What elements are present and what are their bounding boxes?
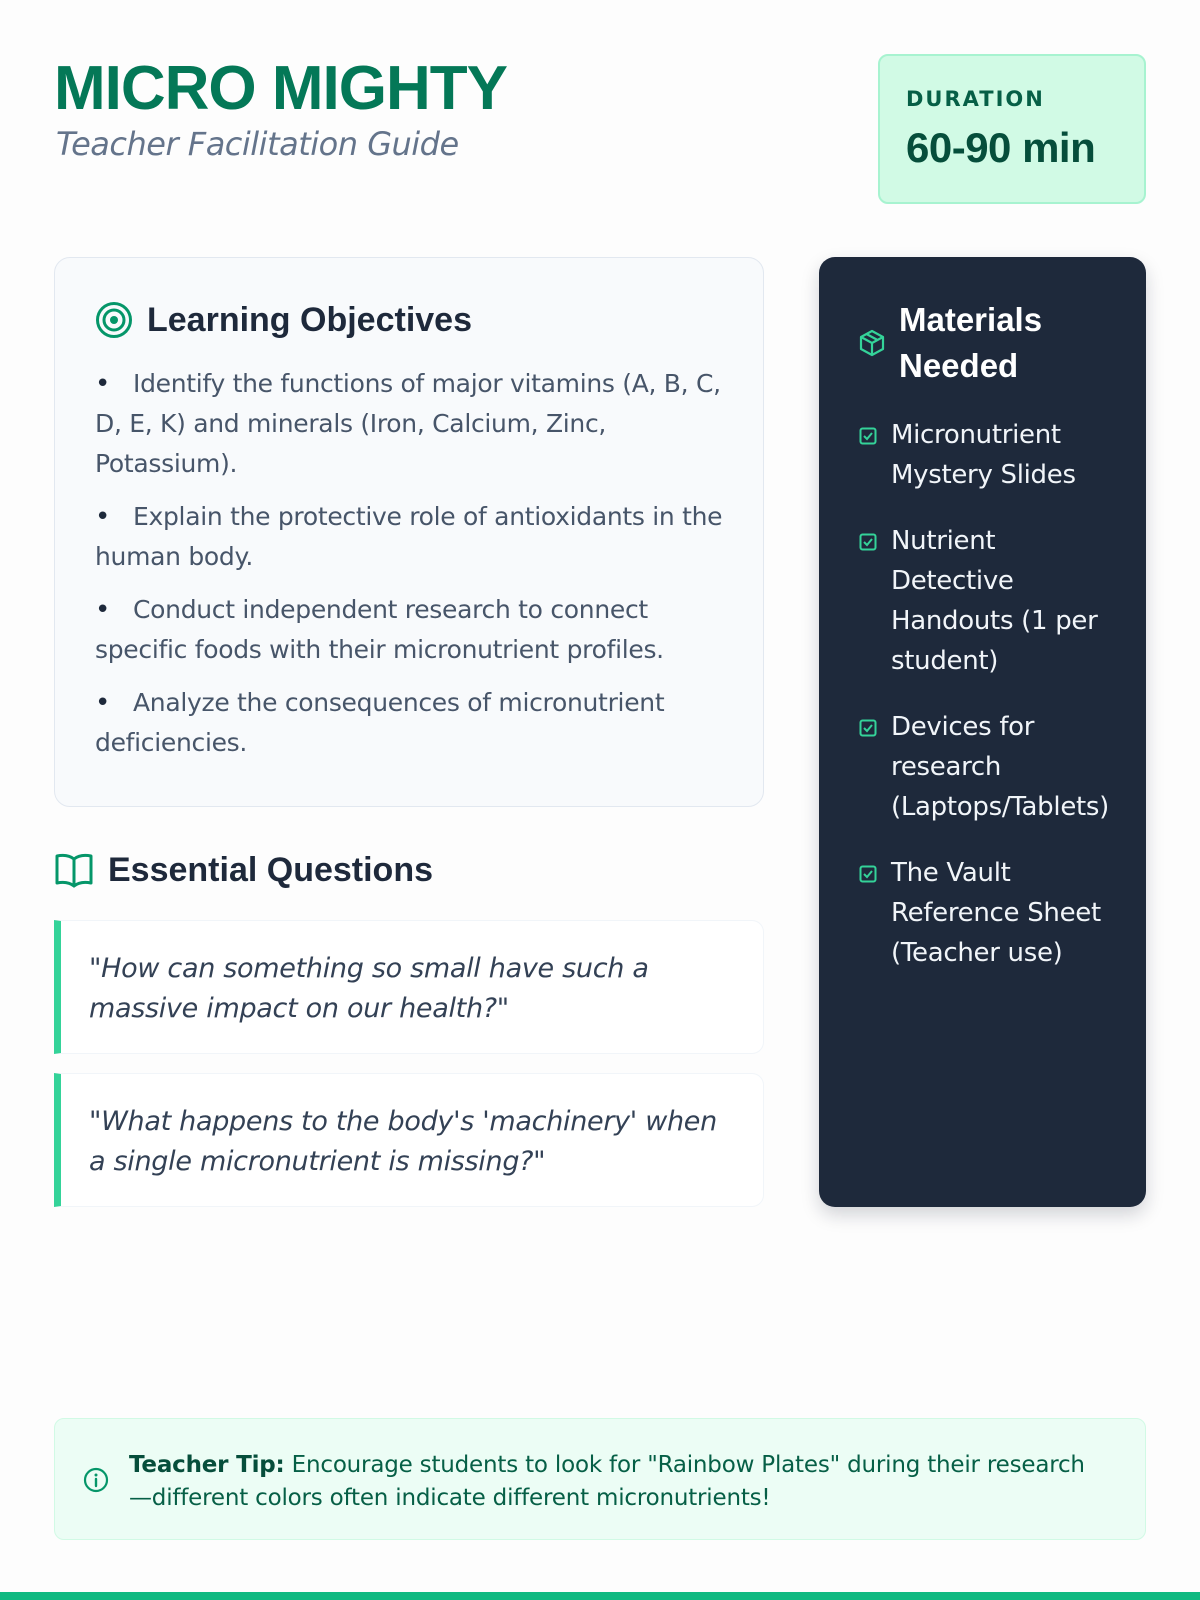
book-open-icon	[54, 851, 94, 889]
essential-question-quote: "How can something so small have such a massive impact on our health?"	[54, 920, 764, 1054]
page-title: MICRO MIGHTY	[54, 54, 507, 123]
essential-questions-title: Essential Questions	[108, 851, 433, 889]
objective-text: Conduct independent research to connect specific foods with their micronutrient profiles.	[95, 595, 664, 664]
material-text: Devices for research (Laptops/Tablets)	[891, 712, 1109, 822]
material-text: Nutrient Detective Handouts (1 per student)	[891, 526, 1098, 676]
bullet-icon	[95, 683, 133, 723]
objective-text: Identify the functions of major vitamins (A, B, C, D, E, K) and minerals (Iron, Calcium, Zinc, Potassium).	[95, 369, 721, 478]
list-item	[95, 364, 723, 484]
teacher-tip-body: Encourage students to look for "Rainbow Plates" during their research—different colors often indicate different micronutrients!	[129, 1452, 1085, 1511]
material-text: Micronutrient Mystery Slides	[891, 420, 1076, 490]
list-item	[859, 707, 1116, 827]
learning-objectives-header	[95, 300, 723, 340]
list-item	[95, 497, 723, 577]
list-item	[859, 415, 1116, 495]
checkbox-checked-icon	[859, 533, 877, 551]
page-subtitle: Teacher Facilitation Guide	[56, 125, 459, 163]
teacher-tip-text	[129, 1449, 1105, 1515]
teacher-tip-box	[54, 1418, 1146, 1540]
materials-title: Materials Needed	[899, 301, 1043, 384]
duration-badge	[878, 54, 1146, 204]
bullet-icon	[95, 590, 133, 630]
checkbox-checked-icon	[859, 865, 877, 883]
target-icon	[95, 301, 133, 339]
package-icon	[859, 329, 885, 357]
essential-question-quote: "What happens to the body's 'machinery' when a single micronutrient is missing?"	[54, 1073, 764, 1207]
objective-text: Explain the protective role of antioxidants in the human body.	[95, 502, 723, 571]
list-item	[95, 683, 723, 763]
checkbox-checked-icon	[859, 427, 877, 445]
materials-panel	[819, 257, 1146, 1207]
material-text: The Vault Reference Sheet (Teacher use)	[891, 858, 1101, 968]
info-icon	[83, 1467, 109, 1493]
bullet-icon	[95, 364, 133, 404]
bullet-icon	[95, 497, 133, 537]
objectives-list	[95, 364, 723, 763]
list-item	[95, 590, 723, 670]
learning-objectives-card	[54, 257, 764, 807]
essential-questions-header	[54, 850, 764, 890]
checkbox-checked-icon	[859, 719, 877, 737]
objective-text: Analyze the consequences of micronutrient deficiencies.	[95, 688, 665, 757]
materials-list	[859, 415, 1116, 973]
duration-label: DURATION	[906, 87, 1045, 111]
list-item	[859, 853, 1116, 973]
teacher-tip-label: Teacher Tip:	[129, 1452, 285, 1478]
duration-value: 60-90 min	[906, 124, 1096, 171]
learning-objectives-title: Learning Objectives	[147, 301, 472, 339]
materials-header	[859, 297, 1116, 389]
bottom-accent-bar	[0, 1592, 1200, 1600]
list-item	[859, 521, 1116, 681]
header	[54, 54, 1146, 204]
